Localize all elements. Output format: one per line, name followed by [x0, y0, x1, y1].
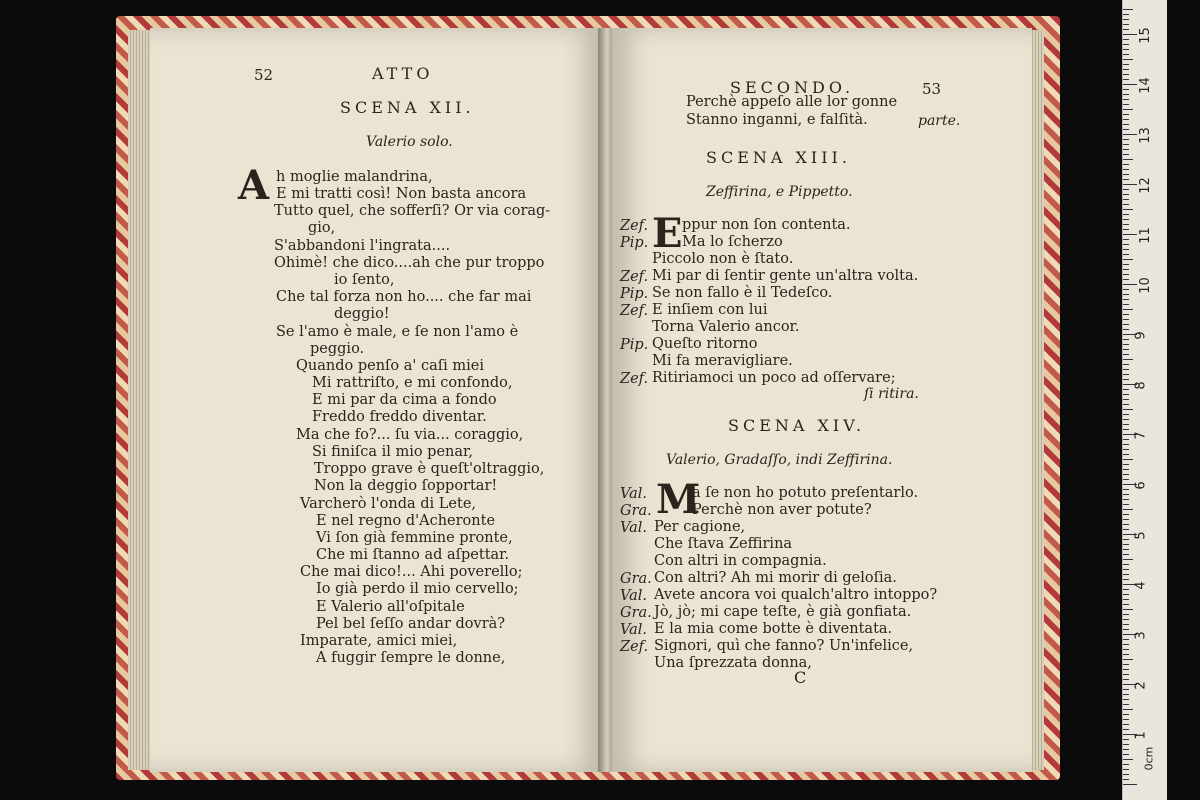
ruler-tick	[1123, 549, 1129, 550]
ruler-tick	[1123, 674, 1129, 675]
speaker: Zef.	[620, 303, 649, 319]
ruler-tick	[1123, 624, 1129, 625]
ruler-tick	[1123, 774, 1129, 775]
dialogue-line: Ritiriamoci un poco ad oſſervare;	[652, 370, 896, 386]
ruler-tick	[1123, 89, 1129, 90]
measuring-ruler	[1122, 0, 1167, 800]
ruler-tick	[1123, 459, 1133, 460]
ruler-tick	[1123, 339, 1129, 340]
dialogue-line: a ſe non ho potuto preſentarlo.	[692, 485, 919, 501]
ruler-tick	[1123, 119, 1129, 120]
ruler-tick	[1123, 569, 1129, 570]
ruler-tick	[1123, 159, 1133, 160]
ruler-tick	[1123, 409, 1133, 410]
ruler-tick	[1123, 474, 1129, 475]
ruler-tick	[1123, 604, 1129, 605]
ruler-tick	[1123, 419, 1129, 420]
ruler-number: 10	[1137, 277, 1153, 294]
verse-line: peggio.	[310, 341, 365, 357]
ruler-tick	[1123, 609, 1133, 610]
dialogue-line: Per cagione,	[654, 519, 746, 535]
ruler-tick	[1123, 14, 1129, 15]
ruler-tick	[1123, 124, 1129, 125]
ruler-number: 1	[1133, 731, 1149, 740]
ruler-tick	[1123, 644, 1129, 645]
ruler-tick	[1123, 374, 1129, 375]
speaker: Pip.	[620, 337, 649, 353]
ruler-tick	[1123, 764, 1129, 765]
ruler-tick	[1123, 349, 1129, 350]
ruler-tick	[1123, 504, 1129, 505]
verse-line: Ma che fo?... ſu via... coraggio,	[296, 427, 524, 443]
dialogue-line: Ma lo ſcherzo	[682, 234, 783, 250]
ruler-unit-label: 0cm	[1142, 746, 1156, 771]
ruler-tick	[1123, 109, 1133, 110]
ruler-tick	[1123, 724, 1129, 725]
ruler-tick	[1123, 314, 1129, 315]
ruler-tick	[1123, 759, 1133, 760]
ruler-tick	[1123, 659, 1133, 660]
dialogue-line: E inſiem con lui	[652, 302, 768, 318]
ruler-tick	[1123, 739, 1129, 740]
ruler-tick	[1123, 114, 1129, 115]
verse-line: io ſento,	[334, 272, 395, 288]
drop-cap: A	[238, 162, 270, 209]
ruler-tick	[1123, 394, 1129, 395]
ruler-tick	[1123, 524, 1129, 525]
stage-direction: Valerio solo.	[366, 134, 453, 150]
ruler-tick	[1123, 344, 1129, 345]
ruler-tick	[1123, 564, 1129, 565]
ruler-tick	[1123, 769, 1129, 770]
ruler-tick	[1123, 199, 1129, 200]
ruler-tick	[1123, 364, 1129, 365]
verse-line: Varcherò l'onda di Lete,	[300, 496, 477, 512]
ruler-tick	[1123, 389, 1129, 390]
ruler-tick	[1123, 454, 1129, 455]
ruler-number: 8	[1133, 381, 1149, 390]
ruler-tick	[1123, 69, 1129, 70]
ruler-tick	[1123, 639, 1129, 640]
ruler-tick	[1123, 444, 1129, 445]
verse-line: S'abbandoni l'ingrata....	[274, 238, 451, 254]
ruler-tick	[1123, 29, 1129, 30]
ruler-tick	[1123, 489, 1129, 490]
ruler-tick	[1123, 544, 1129, 545]
ruler-tick	[1123, 369, 1129, 370]
ruler-tick	[1123, 254, 1129, 255]
ruler-tick	[1123, 174, 1129, 175]
dialogue-line: Mi fa meravigliare.	[652, 353, 793, 369]
ruler-tick	[1123, 219, 1129, 220]
ruler-tick	[1123, 554, 1129, 555]
ruler-tick	[1123, 414, 1129, 415]
ruler-tick	[1123, 649, 1129, 650]
stage-direction: Zeffirina, e Pippetto.	[706, 184, 853, 200]
ruler-tick	[1123, 44, 1129, 45]
ruler-number: 13	[1137, 127, 1153, 144]
ruler-tick	[1123, 54, 1129, 55]
ruler-tick	[1123, 189, 1129, 190]
exit-direction: ſi ritira.	[864, 386, 919, 402]
dialogue-line: Piccolo non è ſtato.	[652, 251, 794, 267]
verse-line: deggio!	[334, 306, 390, 322]
ruler-tick	[1123, 19, 1129, 20]
ruler-tick	[1123, 429, 1129, 430]
ruler-tick	[1123, 619, 1129, 620]
dialogue-line: ppur non ſon contenta.	[682, 217, 851, 233]
ruler-tick	[1123, 139, 1129, 140]
ruler-tick	[1123, 514, 1129, 515]
signature-mark: C	[794, 668, 811, 687]
ruler-tick	[1123, 754, 1129, 755]
ruler-tick	[1123, 669, 1129, 670]
ruler-tick	[1123, 179, 1129, 180]
ruler-tick	[1123, 599, 1129, 600]
verse-line: E mi par da cima a fondo	[312, 392, 497, 408]
ruler-tick	[1123, 704, 1129, 705]
ruler-tick	[1123, 509, 1133, 510]
ruler-tick	[1123, 39, 1129, 40]
verse-line: Tutto quel, che sofferſi? Or via corag-	[274, 203, 551, 219]
left-page	[150, 28, 602, 772]
ruler-tick	[1123, 264, 1129, 265]
ruler-tick	[1123, 244, 1129, 245]
speaker: Val.	[620, 622, 648, 638]
verse-line: A fuggir ſempre le donne,	[316, 650, 506, 666]
dialogue-line: Jò, jò; mi cape teſte, è già gonfiata.	[654, 604, 912, 620]
ruler-tick	[1123, 679, 1129, 680]
ruler-tick	[1123, 59, 1133, 60]
verse-line: Troppo grave è queſt'oltraggio,	[314, 461, 545, 477]
dialogue-line: Con altri in compagnia.	[654, 553, 827, 569]
dialogue-line: Una ſprezzata donna,	[654, 655, 812, 671]
ruler-tick	[1123, 229, 1129, 230]
ruler-tick	[1123, 439, 1129, 440]
verse-line: Stanno inganni, e falſità.	[686, 112, 868, 128]
ruler-tick	[1123, 299, 1129, 300]
ruler-tick	[1123, 79, 1129, 80]
ruler-tick	[1123, 714, 1129, 715]
ruler-tick	[1123, 74, 1129, 75]
ruler-tick	[1123, 324, 1129, 325]
speaker: Gra.	[620, 571, 652, 587]
dialogue-line: Se non fallo è il Tedeſco.	[652, 285, 833, 301]
ruler-tick	[1123, 559, 1133, 560]
ruler-tick	[1123, 194, 1129, 195]
ruler-number: 14	[1137, 77, 1153, 94]
ruler-tick	[1123, 469, 1129, 470]
verse-line: Che mi ſtanno ad aſpettar.	[316, 547, 510, 563]
verse-line: E mi tratti così! Non basta ancora	[276, 186, 527, 202]
verse-line: Perchè appeſo alle lor gonne	[686, 94, 898, 110]
verse-line: Che tal forza non ho.... che far mai	[276, 289, 532, 305]
ruler-tick	[1123, 719, 1129, 720]
speaker: Zef.	[620, 371, 649, 387]
verse-line: Non la deggio ſopportar!	[314, 478, 498, 494]
ruler-tick	[1123, 259, 1133, 260]
stage-direction: Valerio, Gradaſſo, indi Zeffirina.	[666, 452, 893, 468]
ruler-tick	[1123, 594, 1129, 595]
ruler-tick	[1123, 779, 1129, 780]
speaker: Val.	[620, 588, 648, 604]
ruler-number: 5	[1133, 531, 1149, 540]
ruler-tick	[1123, 104, 1129, 105]
verse-line: Imparate, amici miei,	[300, 633, 458, 649]
verse-line: Ohimè! che dico....ah che pur troppo	[274, 255, 545, 271]
dialogue-line: Queſto ritorno	[652, 336, 758, 352]
speaker: Pip.	[620, 286, 649, 302]
dialogue-line: Che ſtava Zeffirina	[654, 536, 793, 552]
ruler-tick	[1123, 214, 1129, 215]
ruler-tick	[1123, 494, 1129, 495]
ruler-tick	[1123, 499, 1129, 500]
ruler-tick	[1123, 234, 1137, 235]
ruler-tick	[1123, 274, 1129, 275]
verse-line: E nel regno d'Acheronte	[316, 513, 496, 529]
scene-title: SCENA XII.	[340, 98, 475, 117]
exit-direction: parte.	[918, 113, 961, 129]
ruler-tick	[1123, 529, 1129, 530]
ruler-tick	[1123, 49, 1129, 50]
speaker: Val.	[620, 520, 648, 536]
ruler-tick	[1123, 129, 1129, 130]
verse-line: Mi rattriſto, e mi confondo,	[312, 375, 513, 391]
ruler-tick	[1123, 84, 1137, 85]
ruler-tick	[1123, 169, 1129, 170]
dialogue-line: E la mia come botte è diventata.	[654, 621, 893, 637]
ruler-number: 3	[1133, 631, 1149, 640]
ruler-tick	[1123, 164, 1129, 165]
page-stack-right	[1030, 30, 1044, 770]
verse-line: h moglie malandrina,	[276, 169, 433, 185]
ruler-number: 15	[1137, 27, 1153, 44]
ruler-tick	[1123, 154, 1129, 155]
ruler-tick	[1123, 749, 1129, 750]
ruler-tick	[1123, 579, 1129, 580]
ruler-number: 2	[1133, 681, 1149, 690]
running-header: ATTO	[372, 64, 434, 83]
verse-line: Io già perdo il mio cervello;	[316, 581, 519, 597]
ruler-tick	[1123, 294, 1129, 295]
ruler-tick	[1123, 279, 1129, 280]
page-number: 52	[254, 66, 274, 84]
ruler-number: 9	[1133, 331, 1149, 340]
ruler-tick	[1123, 784, 1137, 785]
drop-cap: M	[656, 476, 701, 523]
ruler-tick	[1123, 354, 1129, 355]
verse-line: Si finiſca il mio penar,	[312, 444, 473, 460]
verse-line: Vi ſon già femmine pronte,	[316, 530, 513, 546]
ruler-tick	[1123, 94, 1129, 95]
ruler-tick	[1123, 224, 1129, 225]
ruler-tick	[1123, 319, 1129, 320]
ruler-tick	[1123, 379, 1129, 380]
ruler-tick	[1123, 694, 1129, 695]
verse-line: Quando penſo a' caſi miei	[296, 358, 484, 374]
scene-title: SCENA XIII.	[706, 148, 851, 167]
ruler-tick	[1123, 289, 1129, 290]
ruler-tick	[1123, 629, 1129, 630]
ruler-tick	[1123, 209, 1133, 210]
ruler-tick	[1123, 144, 1129, 145]
verse-line: Freddo freddo diventar.	[312, 409, 487, 425]
ruler-tick	[1123, 24, 1129, 25]
ruler-tick	[1123, 309, 1133, 310]
ruler-number: 12	[1137, 177, 1153, 194]
verse-line: Pel bel ſeſſo andar dovrà?	[316, 616, 506, 632]
dialogue-line: Con altri? Ah mi morir di geloſia.	[654, 570, 897, 586]
ruler-tick	[1123, 449, 1129, 450]
ruler-tick	[1123, 404, 1129, 405]
ruler-tick	[1123, 359, 1133, 360]
drop-cap: E	[652, 210, 683, 257]
ruler-tick	[1123, 249, 1129, 250]
ruler-tick	[1123, 284, 1137, 285]
dialogue-line: Avete ancora voi qualch'altro intoppo?	[654, 587, 938, 603]
ruler-tick	[1123, 149, 1129, 150]
ruler-tick	[1123, 304, 1129, 305]
ruler-tick	[1123, 134, 1137, 135]
verse-line: gio,	[308, 220, 336, 236]
ruler-tick	[1123, 519, 1129, 520]
verse-line: Se l'amo è male, e ſe non l'amo è	[276, 324, 519, 340]
ruler-tick	[1123, 664, 1129, 665]
speaker: Gra.	[620, 605, 652, 621]
ruler-tick	[1123, 654, 1129, 655]
ruler-tick	[1123, 204, 1129, 205]
speaker: Zef.	[620, 639, 649, 655]
verse-line: Che mai dico!... Ahi poverello;	[300, 564, 523, 580]
ruler-number: 6	[1133, 481, 1149, 490]
ruler-tick	[1123, 64, 1129, 65]
ruler-tick	[1123, 184, 1137, 185]
ruler-tick	[1123, 464, 1129, 465]
ruler-number: 4	[1133, 581, 1149, 590]
ruler-tick	[1123, 9, 1133, 10]
ruler-tick	[1123, 479, 1129, 480]
speaker: Pip.	[620, 235, 649, 251]
ruler-tick	[1123, 329, 1129, 330]
ruler-tick	[1123, 709, 1133, 710]
verse-line: E Valerio all'oſpitale	[316, 599, 465, 615]
dialogue-line: Signori, quì che fanno? Un'infelice,	[654, 638, 914, 654]
running-header: SECONDO.	[730, 78, 855, 97]
page-number: 53	[922, 80, 942, 98]
ruler-tick	[1123, 729, 1129, 730]
dialogue-line: Mi par di ſentir gente un'altra volta.	[652, 268, 919, 284]
ruler-tick	[1123, 744, 1129, 745]
scene-title: SCENA XIV.	[728, 416, 866, 435]
right-page	[612, 28, 1032, 772]
dialogue-line: Perchè non aver potute?	[692, 502, 872, 518]
ruler-number: 7	[1133, 431, 1149, 440]
ruler-tick	[1123, 99, 1129, 100]
ruler-tick	[1123, 539, 1129, 540]
ruler-tick	[1123, 574, 1129, 575]
speaker: Gra.	[620, 503, 652, 519]
ruler-tick	[1123, 34, 1137, 35]
page-stack-left	[128, 30, 152, 770]
ruler-tick	[1123, 589, 1129, 590]
dialogue-line: Torna Valerio ancor.	[652, 319, 800, 335]
ruler-tick	[1123, 689, 1129, 690]
ruler-tick	[1123, 614, 1129, 615]
ruler-tick	[1123, 424, 1129, 425]
ruler-tick	[1123, 399, 1129, 400]
speaker: Zef.	[620, 269, 649, 285]
speaker: Val.	[620, 486, 648, 502]
ruler-number: 11	[1137, 227, 1153, 244]
speaker: Zef.	[620, 218, 649, 234]
ruler-tick	[1123, 699, 1129, 700]
ruler-tick	[1123, 269, 1129, 270]
ruler-tick	[1123, 239, 1129, 240]
